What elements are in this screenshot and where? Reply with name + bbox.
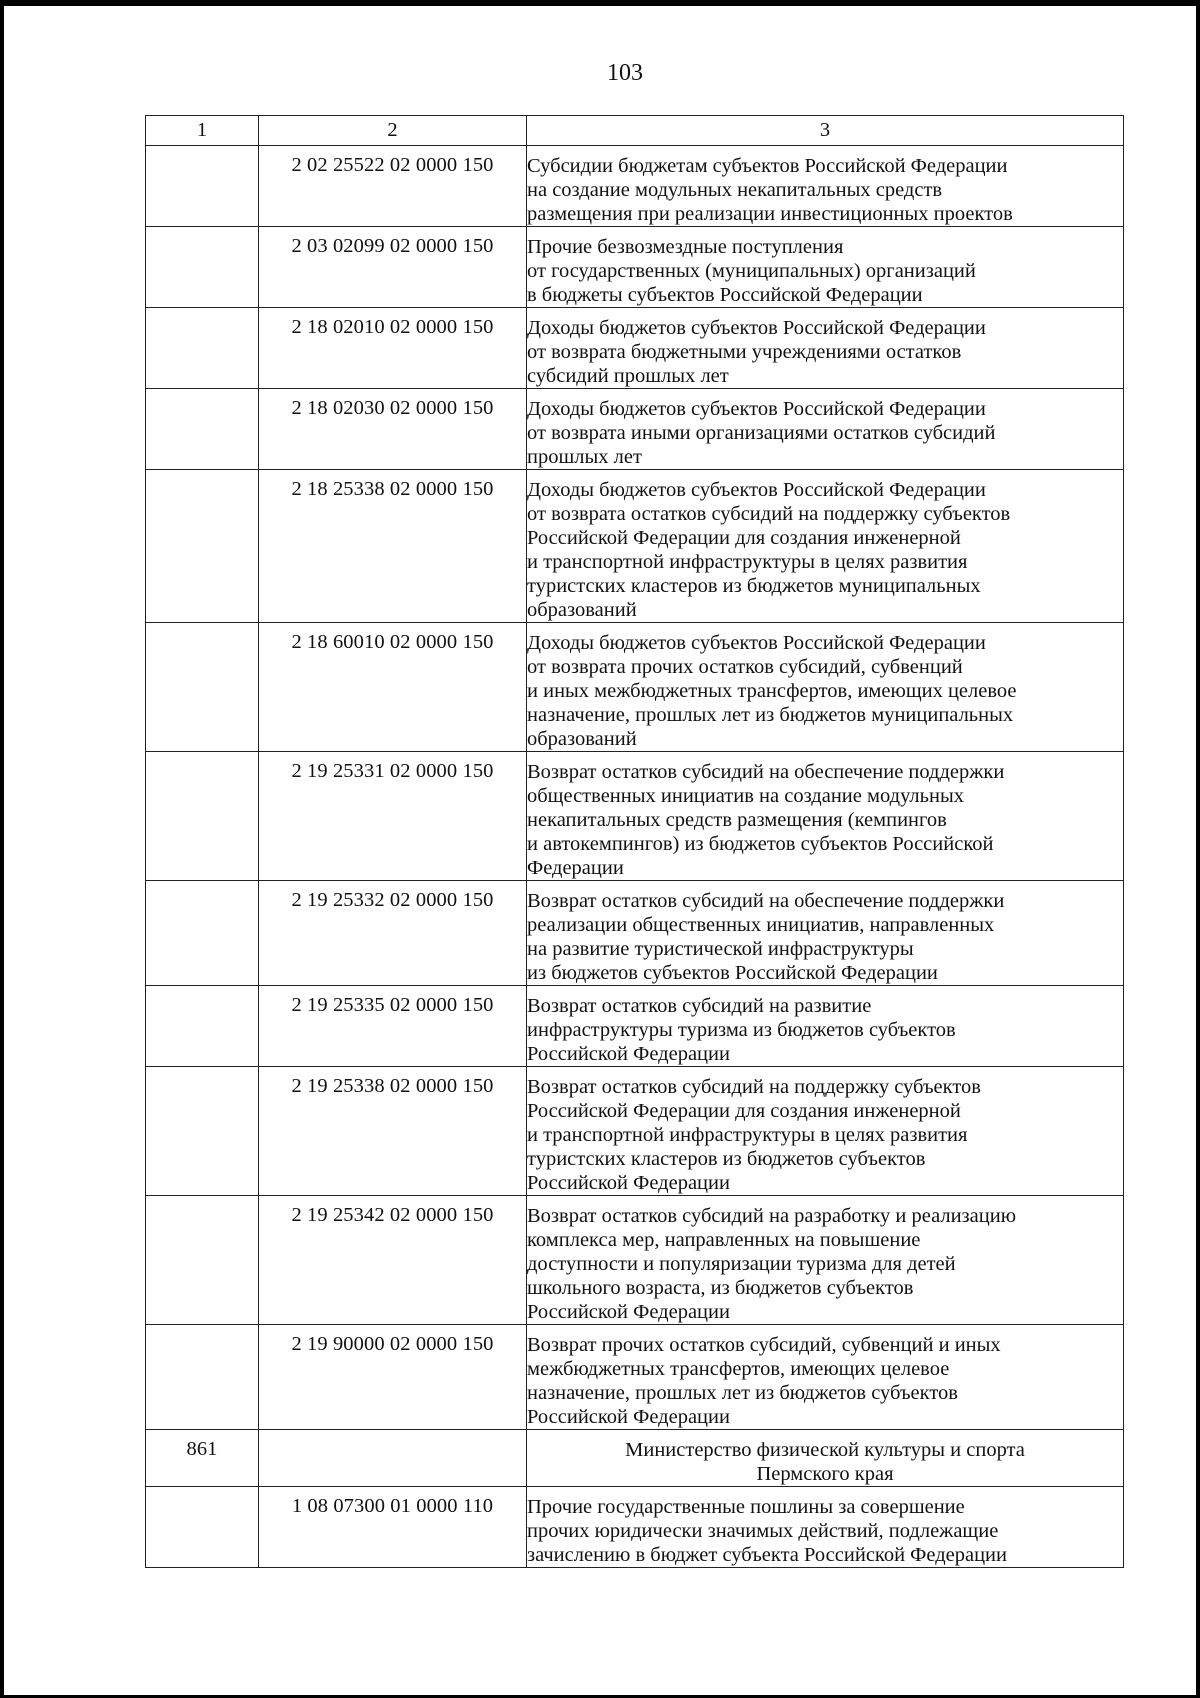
description-line: туристских кластеров из бюджетов субъектов [527, 1148, 926, 1170]
description-line: от возврата иными организациями остатков субсидий [527, 422, 996, 444]
revenue-code: 2 18 60010 02 0000 150 [291, 631, 494, 653]
description-line: Возврат остатков субсидий на разработку и реализацию [527, 1205, 1017, 1227]
revenue-codes-table [145, 115, 1124, 1568]
description-cell [527, 1067, 1124, 1196]
revenue-code: 2 19 25332 02 0000 150 [291, 889, 494, 911]
admin-code-cell [146, 146, 259, 227]
description-line: Субсидии бюджетам субъектов Российской Федерации [527, 155, 1008, 177]
description-line: и транспортной инфраструктуры в целях развития [527, 1124, 968, 1146]
description-cell [527, 986, 1124, 1067]
description-line: инфраструктуры туризма из бюджетов субъектов [527, 1019, 956, 1041]
description-cell [527, 146, 1124, 227]
revenue-code-cell [259, 1196, 527, 1325]
description-line: школьного возраста, из бюджетов субъектов [527, 1277, 914, 1299]
description-line: реализации общественных инициатив, направленных [527, 914, 995, 936]
description-line: Доходы бюджетов субъектов Российской Федерации [527, 479, 986, 501]
description-line: Прочие безвозмездные поступления [527, 236, 844, 258]
table-row [146, 470, 1124, 623]
description-cell [527, 1430, 1124, 1487]
description-cell [527, 1487, 1124, 1568]
admin-code: 861 [186, 1438, 218, 1460]
description-line: Федерации [527, 857, 624, 879]
table-row [146, 986, 1124, 1067]
description-line: зачислению в бюджет субъекта Российской Федерации [527, 1544, 1007, 1566]
description-cell [527, 308, 1124, 389]
revenue-code-cell [259, 1325, 527, 1430]
description-cell [527, 623, 1124, 752]
revenue-code: 2 18 02030 02 0000 150 [291, 397, 494, 419]
description-line: и транспортной инфраструктуры в целях развития [527, 551, 968, 573]
table-row [146, 227, 1124, 308]
revenue-code: 2 02 25522 02 0000 150 [291, 154, 494, 176]
table-row [146, 389, 1124, 470]
description-line: Доходы бюджетов субъектов Российской Федерации [527, 398, 986, 420]
admin-code-cell [146, 1196, 259, 1325]
description-cell [527, 881, 1124, 986]
table-row [146, 881, 1124, 986]
description [527, 1430, 1123, 1486]
admin-code [146, 623, 258, 630]
description [527, 881, 1123, 985]
description-line: общественных инициатив на создание модульных [527, 785, 964, 807]
description [527, 146, 1123, 226]
revenue-code-cell [259, 227, 527, 308]
description [527, 470, 1123, 622]
table-row [146, 1325, 1124, 1430]
admin-code [146, 986, 258, 993]
description [527, 752, 1123, 880]
description-line: от государственных (муниципальных) организаций [527, 260, 976, 282]
revenue-code-cell [259, 470, 527, 623]
description-line: из бюджетов субъектов Российской Федерации [527, 962, 938, 984]
description-line: туристских кластеров из бюджетов муниципальных [527, 575, 981, 597]
description-line: размещения при реализации инвестиционных проектов [527, 203, 1013, 225]
description-line: некапитальных средств размещения (кемпингов [527, 809, 947, 831]
page-number: 103 [607, 60, 643, 86]
description-cell [527, 752, 1124, 881]
revenue-code-cell [259, 752, 527, 881]
revenue-code [259, 1430, 526, 1437]
admin-code-cell [146, 986, 259, 1067]
revenue-code: 1 08 07300 01 0000 110 [291, 1495, 494, 1517]
admin-code-cell [146, 227, 259, 308]
revenue-code-cell [259, 308, 527, 389]
revenue-code-cell [259, 881, 527, 986]
description-line: Российской Федерации [527, 1172, 730, 1194]
description-line: Российской Федерации для создания инженерной [527, 527, 961, 549]
description-line: Доходы бюджетов субъектов Российской Федерации [527, 632, 986, 654]
table-header-row [146, 116, 1124, 146]
description-line: Возврат остатков субсидий на обеспечение поддержки [527, 890, 1005, 912]
admin-code [146, 389, 258, 396]
description-line: назначение, прошлых лет из бюджетов муниципальных [527, 704, 1014, 726]
admin-code [146, 1196, 258, 1203]
admin-code [146, 881, 258, 888]
description-line: комплекса мер, направленных на повышение [527, 1229, 921, 1251]
admin-code [146, 1325, 258, 1332]
admin-code [146, 1067, 258, 1074]
description-line: от возврата бюджетными учреждениями остатков [527, 341, 962, 363]
description [527, 1067, 1123, 1195]
description-cell [527, 227, 1124, 308]
description-line: образований [527, 728, 637, 750]
description-cell [527, 1325, 1124, 1430]
description-line: в бюджеты субъектов Российской Федерации [527, 284, 923, 306]
description-line: Российской Федерации для создания инженерной [527, 1100, 961, 1122]
table-row [146, 146, 1124, 227]
admin-code [146, 752, 258, 759]
revenue-code: 2 19 90000 02 0000 150 [291, 1333, 494, 1355]
admin-code-cell [146, 308, 259, 389]
revenue-code-cell [259, 986, 527, 1067]
description-line: и автокемпингов) из бюджетов субъектов Российской [527, 833, 994, 855]
description-cell [527, 470, 1124, 623]
description-line: Возврат прочих остатков субсидий, субвенций и иных [527, 1334, 1001, 1356]
revenue-code: 2 19 25342 02 0000 150 [291, 1204, 494, 1226]
description-line: от возврата остатков субсидий на поддержку субъектов [527, 503, 1011, 525]
header-col-1: 1 [146, 116, 259, 146]
revenue-code-cell [259, 1067, 527, 1196]
table-row [146, 1067, 1124, 1196]
description-line: Возврат остатков субсидий на обеспечение поддержки [527, 761, 1005, 783]
admin-code-cell [146, 389, 259, 470]
description [527, 389, 1123, 469]
description-line: Пермского края [756, 1463, 894, 1485]
description-line: Прочие государственные пошлины за совершение [527, 1496, 965, 1518]
description-line: Российской Федерации [527, 1301, 730, 1323]
admin-code [146, 146, 258, 153]
description-line: образований [527, 599, 637, 621]
department-row [146, 1430, 1124, 1487]
description-line: и иных межбюджетных трансфертов, имеющих целевое [527, 680, 1017, 702]
description [527, 1325, 1123, 1429]
description [527, 227, 1123, 307]
revenue-code: 2 19 25331 02 0000 150 [291, 760, 494, 782]
description-cell [527, 1196, 1124, 1325]
description-line: от возврата прочих остатков субсидий, субвенций [527, 656, 963, 678]
description-line: Министерство физической культуры и спорта [625, 1439, 1025, 1461]
description-line: прошлых лет [527, 446, 642, 468]
admin-code-cell [146, 1430, 259, 1487]
description-line: Возврат остатков субсидий на поддержку субъектов [527, 1076, 981, 1098]
description-line: Российской Федерации [527, 1043, 730, 1065]
revenue-code-cell [259, 1487, 527, 1568]
admin-code-cell [146, 623, 259, 752]
description-line: Российской Федерации [527, 1406, 730, 1428]
revenue-code-cell [259, 146, 527, 227]
description-line: назначение, прошлых лет из бюджетов субъектов [527, 1382, 958, 1404]
description-cell [527, 389, 1124, 470]
admin-code [146, 470, 258, 477]
description [527, 1196, 1123, 1324]
description [527, 308, 1123, 388]
table-row [146, 1196, 1124, 1325]
admin-code [146, 308, 258, 315]
description-line: субсидий прошлых лет [527, 365, 729, 387]
admin-code-cell [146, 1487, 259, 1568]
description-line: межбюджетных трансфертов, имеющих целевое [527, 1358, 950, 1380]
description-line: Доходы бюджетов субъектов Российской Федерации [527, 317, 986, 339]
table-row [146, 623, 1124, 752]
description-line: на создание модульных некапитальных средств [527, 179, 943, 201]
admin-code-cell [146, 1067, 259, 1196]
admin-code [146, 227, 258, 234]
admin-code-cell [146, 881, 259, 986]
admin-code-cell [146, 1325, 259, 1430]
revenue-code: 2 19 25338 02 0000 150 [291, 1075, 494, 1097]
admin-code-cell [146, 470, 259, 623]
admin-code-cell [146, 752, 259, 881]
revenue-code: 2 18 25338 02 0000 150 [291, 478, 494, 500]
revenue-code: 2 19 25335 02 0000 150 [291, 994, 494, 1016]
table-row [146, 752, 1124, 881]
table-row [146, 1487, 1124, 1568]
description [527, 623, 1123, 751]
description [527, 1487, 1123, 1567]
admin-code [146, 1487, 258, 1494]
description-line: прочих юридически значимых действий, подлежащие [527, 1520, 999, 1542]
revenue-code-cell [259, 623, 527, 752]
revenue-code-cell [259, 1430, 527, 1487]
revenue-code: 2 18 02010 02 0000 150 [291, 316, 494, 338]
description-line: на развитие туристической инфраструктуры [527, 938, 914, 960]
table-row [146, 308, 1124, 389]
revenue-code: 2 03 02099 02 0000 150 [291, 235, 494, 257]
header-col-2: 2 [259, 116, 527, 146]
header-col-3: 3 [527, 116, 1124, 146]
table-body [146, 116, 1124, 1568]
description-line: доступности и популяризации туризма для детей [527, 1253, 956, 1275]
description [527, 986, 1123, 1066]
description-line: Возврат остатков субсидий на развитие [527, 995, 872, 1017]
revenue-code-cell [259, 389, 527, 470]
